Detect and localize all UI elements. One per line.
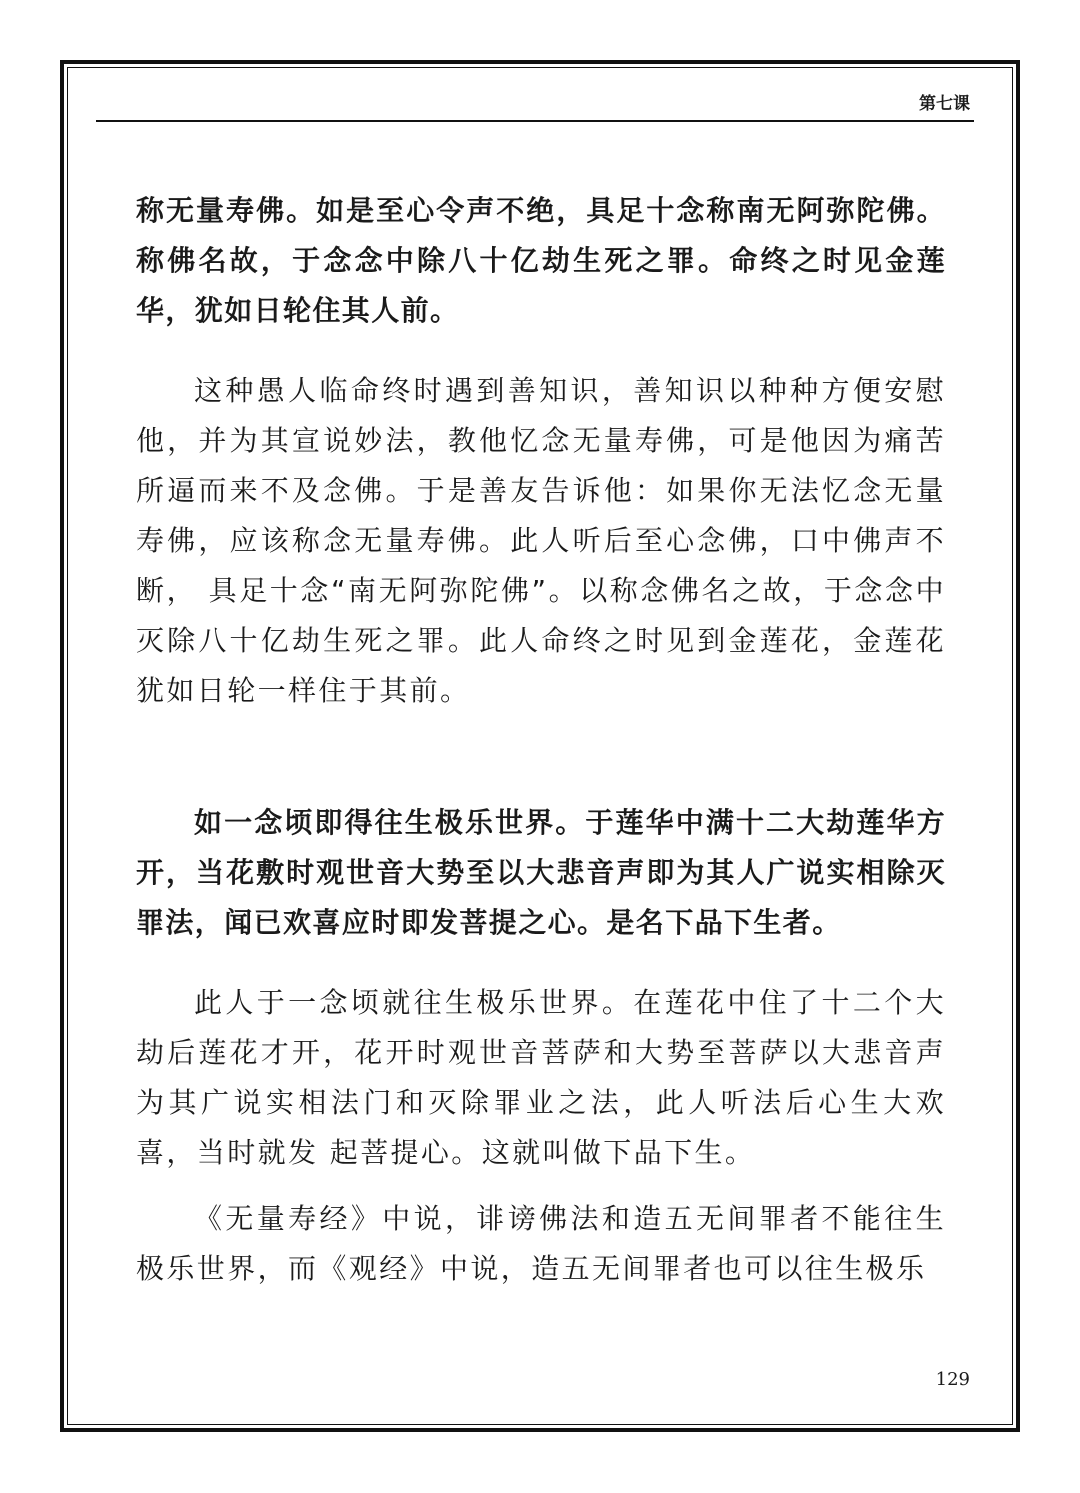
commentary-paragraph-3: 《无量寿经》中说，诽谤佛法和造五无间罪者不能往生极乐世界，而《观经》中说，造五无间罪者也可以往生极乐 (136, 1202, 946, 1285)
chapter-header: 第七课 (919, 94, 970, 114)
page-number: 129 (935, 1369, 970, 1390)
sutra-paragraph-1: 称无量寿佛。如是至心令声不绝，具足十念称南无阿弥陀佛。称佛名故，于念念中除八十亿劫生死之罪。命终之时见金莲华，犹如日轮住其人前。 (136, 194, 946, 327)
commentary-paragraph-2: 此人于一念顷就往生极乐世界。在莲花中住了十二个大劫后莲花才开，花开时观世音菩萨和大势至菩萨以大悲音声为其广说实相法门和灭除罪业之法，此人听法后心生大欢喜，当时就发 起菩提心。这就叫做下品下生。 (136, 986, 946, 1169)
commentary-paragraph-1: 这种愚人临命终时遇到善知识，善知识以种种方便安慰他，并为其宣说妙法，教他忆念无量寿佛，可是他因为痛苦所逼而来不及念佛。于是善友告诉他：如果你无法忆念无量寿佛，应该称念无量寿佛。此人听后至心念佛，口中佛声不断， 具足十念“南无阿弥陀佛”。以称念佛名之故，于念念中灭除八十亿劫生死之罪。此人命终之时见到金莲花，金莲花犹如日轮一样住于其前。 (136, 374, 946, 707)
header-rule (96, 120, 974, 122)
sutra-paragraph-2: 如一念顷即得往生极乐世界。于莲华中满十二大劫莲华方开，当花敷时观世音大势至以大悲音声即为其人广说实相除灭罪法，闻已欢喜应时即发菩提之心。是名下品下生者。 (136, 806, 946, 939)
